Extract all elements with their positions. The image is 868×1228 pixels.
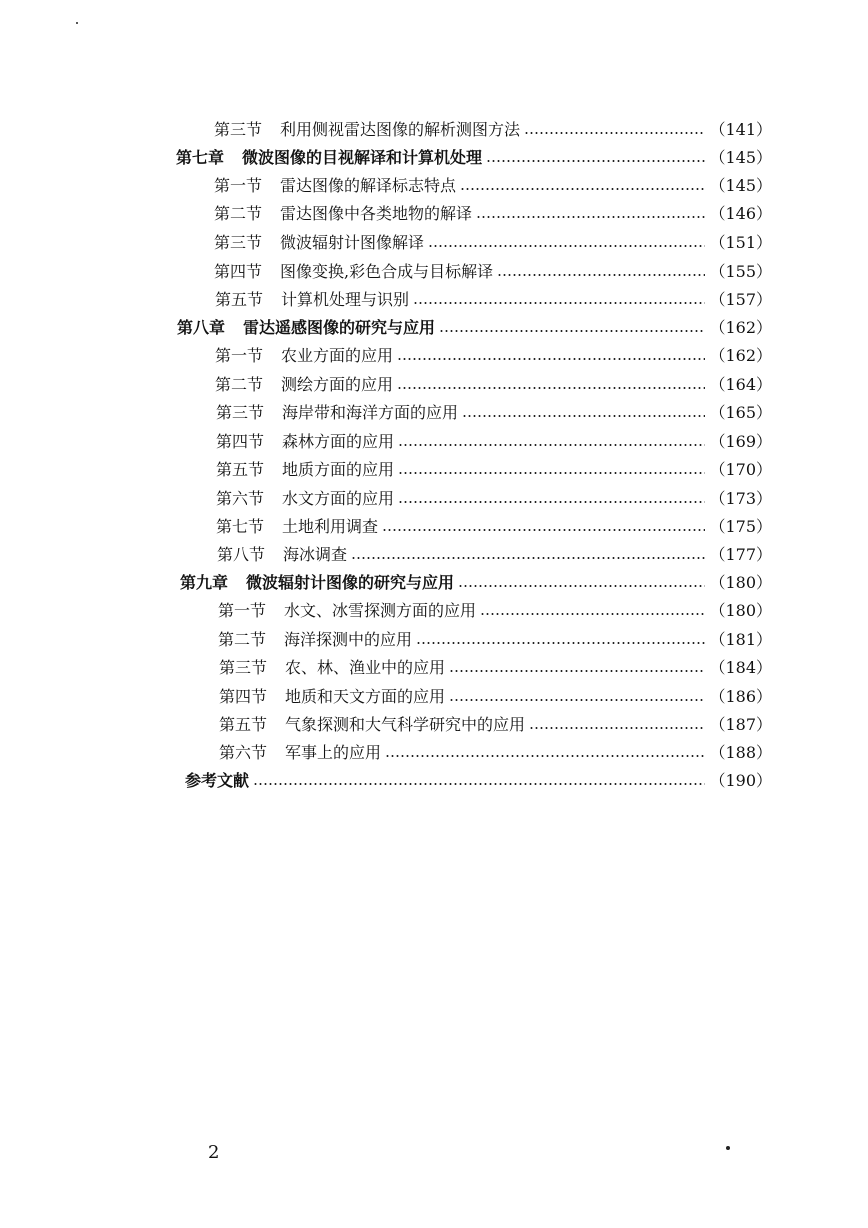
toc-entry-label: 第三节 [214,233,263,252]
toc-entry-label: 第二节 [218,630,267,649]
toc-entry [214,200,772,228]
dot-leader [449,687,705,707]
toc-entry-title: 土地利用调查 [282,517,379,536]
dot-leader [529,715,705,735]
toc-entry-label: 第三节 [214,120,263,139]
toc-entry-label: 第七章 [176,148,225,167]
toc-entry-label: 第九章 [180,573,229,592]
toc-entry [217,541,772,569]
toc-entry [219,654,772,682]
toc-entry [215,342,772,370]
dot-leader [449,658,705,678]
toc-entry [215,286,772,314]
dot-leader [397,375,705,395]
toc-entry-page: （162） [709,346,772,365]
toc-entry-label: 第一节 [215,346,264,365]
toc-entry [216,428,772,456]
toc-entry-title: 海冰调查 [283,545,348,564]
dot-leader [524,120,705,140]
toc-entry [216,456,772,484]
dot-leader [413,290,705,310]
toc-entry-label: 第八章 [177,318,226,337]
toc-entry-label: 第四节 [216,432,265,451]
toc-entry-title: 地质方面的应用 [282,460,395,479]
dot-leader [397,346,705,366]
toc-entry-label: 第五节 [216,460,265,479]
toc-entry-label: 第六节 [219,743,268,762]
toc-entry [214,229,772,257]
toc-entry [216,399,772,427]
toc-entry [214,116,772,144]
toc-entry [218,626,772,654]
toc-entry [214,258,772,286]
toc-entry-title: 测绘方面的应用 [281,375,394,394]
toc-entry-title: 军事上的应用 [285,743,382,762]
toc-entry-label: 第七节 [216,517,265,536]
dot-leader [385,743,705,763]
toc-entry-title: 森林方面的应用 [282,432,395,451]
toc-chapter-entry [180,569,772,597]
page-number: 2 [208,1142,220,1163]
toc-entry-page: （146） [709,204,772,223]
toc-entry-page: （165） [709,403,772,422]
toc-entry-label: 第五节 [219,715,268,734]
toc-entry-label: 第一节 [214,176,263,195]
toc-entry-page: （162） [709,318,772,337]
toc-entry-page: （157） [709,290,772,309]
toc-entry-page: （164） [709,375,772,394]
toc-entry [215,371,772,399]
toc-entry-page: （180） [709,573,772,592]
toc-entry-page: （180） [709,601,772,620]
toc-entry-label: 第一节 [218,601,267,620]
toc-entry-title: 气象探测和大气科学研究中的应用 [285,715,526,734]
toc-entry-title: 地质和天文方面的应用 [285,687,446,706]
toc-entry-title: 海岸带和海洋方面的应用 [282,403,459,422]
toc-entry-label: 第六节 [216,489,265,508]
toc-entry-label: 第二节 [214,204,263,223]
dot-leader [398,432,705,452]
toc-entry-title: 微波图像的目视解译和计算机处理 [242,148,483,167]
toc-entry-label: 第三节 [219,658,268,677]
toc-entry-title: 农业方面的应用 [281,346,394,365]
dot-leader [428,233,705,253]
toc-entry-title: 雷达遥感图像的研究与应用 [243,318,436,337]
toc-entry-title: 水文方面的应用 [282,489,395,508]
toc-entry-title: 利用侧视雷达图像的解析测图方法 [280,120,521,139]
toc-entry-page: （184） [709,658,772,677]
scan-speck [726,1146,730,1150]
dot-leader [398,460,705,480]
toc-entry-label: 第二节 [215,375,264,394]
toc-entry-title: 微波辐射计图像的研究与应用 [246,573,455,592]
toc-entry [219,739,772,767]
toc-entry-page: （175） [709,517,772,536]
toc-entry-title: 雷达图像中各类地物的解译 [280,204,473,223]
toc-entry [216,485,772,513]
dot-leader [398,489,705,509]
toc-entry-page: （181） [709,630,772,649]
toc-entry [214,172,772,200]
toc-entry-label: 第五节 [215,290,264,309]
toc-entry [219,711,772,739]
toc-entry-page: （155） [709,262,772,281]
toc-entry-title: 雷达图像的解译标志特点 [280,176,457,195]
toc-entry-label: 第三节 [216,403,265,422]
toc-entry-label: 第八节 [217,545,266,564]
toc-entry-label: 参考文献 [185,771,250,790]
dot-leader [486,148,705,168]
toc-entry [216,513,772,541]
dot-leader [462,403,705,423]
toc-entry-title: 微波辐射计图像解译 [280,233,425,252]
toc-entry-page: （188） [709,743,772,762]
dot-leader [351,545,705,565]
toc-entry-page: （145） [709,176,772,195]
dot-leader [476,204,705,224]
dot-leader [460,176,705,196]
toc-entry-page: （186） [709,687,772,706]
toc-references-entry [185,767,772,795]
dot-leader [416,630,705,650]
scan-speck [76,22,78,24]
toc-entry-page: （190） [709,771,772,790]
toc-entry-page: （145） [709,148,772,167]
toc-entry-page: （177） [709,545,772,564]
toc-entry-page: （169） [709,432,772,451]
toc-entry-page: （187） [709,715,772,734]
toc-entry-title: 海洋探测中的应用 [284,630,413,649]
dot-leader [382,517,705,537]
toc-entry-label: 第四节 [214,262,263,281]
toc-entry-label: 第四节 [219,687,268,706]
dot-leader [480,601,705,621]
toc-entry-title: 水文、冰雪探测方面的应用 [284,601,477,620]
toc-entry-title: 图像变换,彩色合成与目标解译 [280,262,494,281]
toc-chapter-entry [176,144,772,172]
toc-entry [219,683,772,711]
toc-entry-page: （173） [709,489,772,508]
toc-entry-title: 农、林、渔业中的应用 [285,658,446,677]
dot-leader [458,573,705,593]
dot-leader [497,262,705,282]
toc-entry-page: （141） [709,120,772,139]
dot-leader [253,771,705,791]
toc-entry-title: 计算机处理与识别 [281,290,410,309]
toc-entry-page: （170） [709,460,772,479]
toc-entry [218,597,772,625]
toc-chapter-entry [177,314,772,342]
dot-leader [439,318,705,338]
toc-entry-page: （151） [709,233,772,252]
